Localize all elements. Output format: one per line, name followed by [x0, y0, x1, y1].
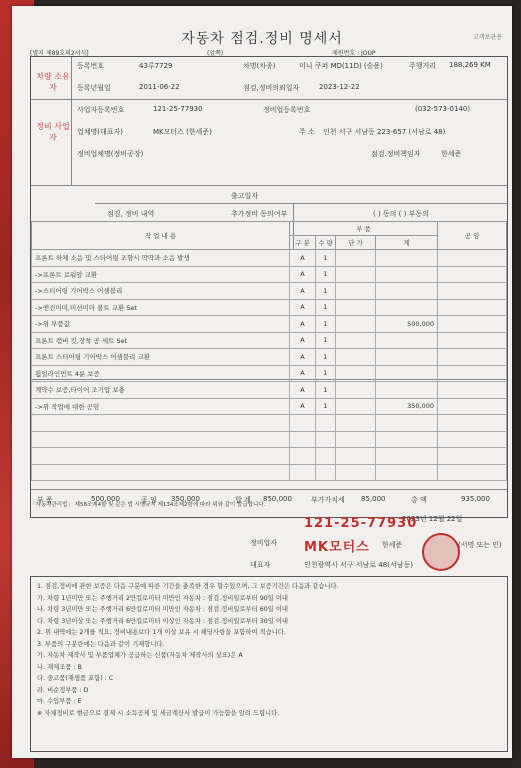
col-item: 작 업 내 용 [32, 222, 290, 250]
row-labor [438, 250, 507, 267]
note-line: 다. 차령 3년이상 또는 주행거리 6만킬로미터 이상인 자동차 : 점검.정비일로부터 30일 이내 [37, 617, 288, 625]
row-labor [438, 266, 507, 283]
ceo-name: 한세준 [382, 541, 403, 549]
row-qty: 1 [316, 349, 336, 366]
row-amount [376, 431, 438, 448]
col-qty: 수 량 [316, 236, 336, 250]
row-gubun: A [290, 398, 316, 415]
table-row [32, 431, 507, 448]
row-labor [438, 415, 507, 432]
sub-total-label: 합 계 [235, 496, 251, 504]
row-gubun: A [290, 266, 316, 283]
row-unit [336, 382, 376, 399]
row-unit [336, 398, 376, 415]
row-qty [316, 448, 336, 465]
table-row [32, 415, 507, 432]
row-qty: 1 [316, 332, 336, 349]
work-table [31, 221, 507, 481]
col-unit: 단 가 [336, 236, 376, 250]
row-gubun [290, 431, 316, 448]
table-row [32, 382, 507, 399]
row-gubun [290, 448, 316, 465]
row-unit [336, 464, 376, 481]
note-line: 라. 비순정부품 : D [37, 686, 89, 694]
row-gubun [290, 415, 316, 432]
row-item: ->엔진미미,미션미미 볼트 교환 Set [32, 299, 290, 316]
note-line: 2. 위 내역에는 2개를 적요, 정비내용보다 1개 이상 보유 시 해당사항을 포함하여 적습니다. [37, 629, 286, 636]
table-row [32, 448, 507, 465]
row-item: 프론트 하체 소음 및 스티어링 조향시 딱딱과 소음 발생 [32, 250, 290, 267]
note-line: 1. 점검,정비에 관한 보증은 다음 구분에 따른 기간을 충족한 경우 할수있으며, 그 보증기간은 다음과 같습니다. [37, 583, 339, 590]
table-row [32, 283, 507, 300]
row-item: 프론트 캠버 킷,장착 공 세트 Set [32, 332, 290, 349]
col-gubun: 구 분 [290, 236, 316, 250]
shop-section: 정비 사업자 [36, 122, 70, 142]
table-row [32, 266, 507, 283]
rep-name: 한세준 [441, 150, 462, 158]
row-qty: 1 [316, 316, 336, 333]
corner-note: 고객보관용 [473, 34, 502, 41]
row-labor [438, 365, 507, 382]
vat: 85,000 [361, 495, 386, 503]
row-qty: 1 [316, 266, 336, 283]
table-row [32, 464, 507, 481]
car-name-label: 차명(차종) [243, 62, 276, 70]
row-item: 프론트 스티어링 기어박스 어셈블리 교환 [32, 349, 290, 366]
note-line: 다. 중고품(재생품 포함) : C [37, 675, 114, 682]
biz-no-label: 사업자등록번호 [77, 106, 125, 114]
row-unit [336, 431, 376, 448]
row-amount [376, 382, 438, 399]
col-amount: 계 [376, 236, 438, 250]
row-item [32, 415, 290, 432]
row-amount [376, 464, 438, 481]
sub-total: 850,000 [263, 495, 292, 503]
row-item: ->위 부품값 [32, 316, 290, 333]
row-labor [438, 299, 507, 316]
row-qty [316, 431, 336, 448]
reg-date: 2011-06-22 [139, 83, 180, 91]
apply-label: 추가정비 동의여부 [231, 210, 288, 218]
sign-biz-no: 121-25-77930 [304, 516, 418, 531]
row-qty [316, 415, 336, 432]
row-gubun: A [290, 299, 316, 316]
row-gubun: A [290, 365, 316, 382]
row-gubun: A [290, 349, 316, 366]
col-parts: 부 품 [290, 222, 438, 236]
vat-label: 부가가치세 [311, 496, 345, 504]
row-item: 계약수 보증,타이어 조기압 보충 [32, 382, 290, 399]
row-labor [438, 349, 507, 366]
row-amount [376, 266, 438, 283]
period-label: 점검,정비의뢰일자 [243, 84, 300, 92]
form-frame [30, 56, 508, 518]
row-gubun [290, 464, 316, 481]
biz-no: 121-25-77930 [153, 105, 203, 113]
row-item: 휠얼라인먼트 4륜 보증 [32, 365, 290, 382]
table-row [32, 349, 507, 366]
shop-name: MK모터스 (한세준) [153, 128, 212, 136]
note-line: ※ 자체정비로 현금으로 결제 시 소득공제 및 세금계산서 발급이 가능함을 알려 드립니다. [37, 709, 280, 717]
note-line: 가. 자동차 제작사 및 부품업체가 공급하는 신품(자동차 제작사의 상표)은 A [37, 652, 243, 659]
out-label: 출고일자 [231, 192, 259, 200]
issue-date: 2023년 12월 22일 [402, 515, 463, 523]
company-seal [422, 533, 460, 571]
shop-label: 정비업체명(정비공장) [77, 150, 144, 158]
row-item: ->프론트 로워암 교환 [32, 266, 290, 283]
row-labor [438, 431, 507, 448]
form-no: [별지 제89호의2서식] [30, 50, 89, 57]
work-label: 점검, 정비 내역 [107, 210, 155, 218]
legal-text: 「자동차관리법」 제58조제4항 및 같은 법 시행규칙 제134조제2항에 따라 위와 같이 발급합니다. [30, 502, 266, 508]
row-unit [336, 448, 376, 465]
row-amount [376, 299, 438, 316]
addr-label-2: 대표자 [250, 561, 271, 569]
note-line: 3. 부품의 구분란에는 다음과 같이 기재합니다. [37, 640, 165, 648]
grand-total-label: 총 액 [411, 496, 427, 504]
sign-addr: 인천광역시 서구 서남로 48(서남동) [304, 561, 413, 569]
row-gubun: A [290, 250, 316, 267]
notes-box [30, 576, 508, 752]
row-qty: 1 [316, 382, 336, 399]
table-row [32, 250, 507, 267]
row-labor [438, 382, 507, 399]
row-qty: 1 [316, 299, 336, 316]
row-amount [376, 250, 438, 267]
issuer-label: 정비업자 [250, 539, 278, 547]
note-line: 가. 차령 1년미만 또는 주행거리 2만킬로미터 미만인 자동차 : 점검.정비일로부터 90일 이내 [37, 594, 288, 602]
table-row [32, 398, 507, 415]
row-amount [376, 332, 438, 349]
row-item [32, 448, 290, 465]
car-name: 미니 쿠퍼 MD(11D) (승용) [299, 62, 383, 70]
period: 2023-12-22 [319, 83, 360, 91]
table-row [32, 365, 507, 382]
row-labor [438, 464, 507, 481]
row-unit [336, 349, 376, 366]
row-unit [336, 299, 376, 316]
shop-addr: 인천 서구 서남동 223-657 (서남로 48) [323, 128, 446, 136]
row-item: ->위 작업에 대한 공임 [32, 398, 290, 415]
table-row [32, 299, 507, 316]
row-gubun: A [290, 316, 316, 333]
row-gubun: A [290, 283, 316, 300]
company-name: MK모터스 [304, 540, 370, 555]
doc-title: 자동차 점검.정비 명세서 [181, 31, 343, 47]
parts-total: 500,000 [91, 495, 120, 503]
consent: ( ) 동의 ( ) 부동의 [373, 210, 429, 218]
row-unit [336, 415, 376, 432]
row-amount [376, 448, 438, 465]
row-labor [438, 316, 507, 333]
shop-reg-label: 정비업등록번호 [263, 106, 311, 114]
row-qty: 1 [316, 283, 336, 300]
row-labor [438, 448, 507, 465]
row-item [32, 431, 290, 448]
reg-date-label: 등록년월일 [77, 84, 111, 92]
row-amount: 350,000 [376, 398, 438, 415]
sign-note: (서명 또는 인) [458, 541, 502, 549]
row-item: ->스티어링 기어박스 어셈블리 [32, 283, 290, 300]
row-unit [336, 283, 376, 300]
addr-label: 주 소 [299, 128, 315, 136]
receipt-no: 제원번호 : JOUP [332, 50, 376, 57]
row-unit [336, 332, 376, 349]
labor-total-label: 공 임 [141, 496, 157, 504]
mileage: 188,269 KM [449, 61, 491, 69]
row-item [32, 464, 290, 481]
note-line: 마. 수입부품 : E [37, 698, 82, 705]
row-unit [336, 250, 376, 267]
row-labor [438, 283, 507, 300]
row-amount [376, 283, 438, 300]
row-amount: 500,000 [376, 316, 438, 333]
row-qty: 1 [316, 250, 336, 267]
row-amount [376, 415, 438, 432]
table-row [32, 316, 507, 333]
rep-label: 점검.정비책임자 [371, 150, 421, 158]
page-no: (앞쪽) [207, 50, 224, 57]
row-qty: 1 [316, 398, 336, 415]
row-gubun: A [290, 332, 316, 349]
row-unit [336, 365, 376, 382]
reg-no-label: 등록번호 [77, 62, 105, 70]
col-labor: 공 임 [438, 222, 507, 250]
row-unit [336, 316, 376, 333]
parts-total-label: 부 품 [37, 496, 53, 504]
reg-no: 43루7729 [139, 62, 173, 70]
labor-total: 350,000 [171, 495, 200, 503]
mileage-label: 주행거리 [409, 62, 437, 70]
row-gubun: A [290, 382, 316, 399]
row-amount [376, 349, 438, 366]
shop-phone: (032-573-0140) [415, 105, 471, 113]
row-unit [336, 266, 376, 283]
owner-section: 차량 소유자 [36, 72, 70, 92]
row-labor [438, 398, 507, 415]
grand-total: 935,000 [461, 495, 490, 503]
name-label: 업체명(대표자) [77, 128, 124, 136]
note-line: 나. 재제조품 : B [37, 663, 82, 671]
table-row [32, 332, 507, 349]
row-labor [438, 332, 507, 349]
row-qty [316, 464, 336, 481]
note-line: 나. 차령 3년미만 또는 주행거리 6만킬로미터 미만인 자동차 : 점검.정비일로부터 60일 이내 [37, 606, 288, 613]
invoice-paper [12, 6, 512, 758]
row-qty: 1 [316, 365, 336, 382]
row-amount [376, 365, 438, 382]
